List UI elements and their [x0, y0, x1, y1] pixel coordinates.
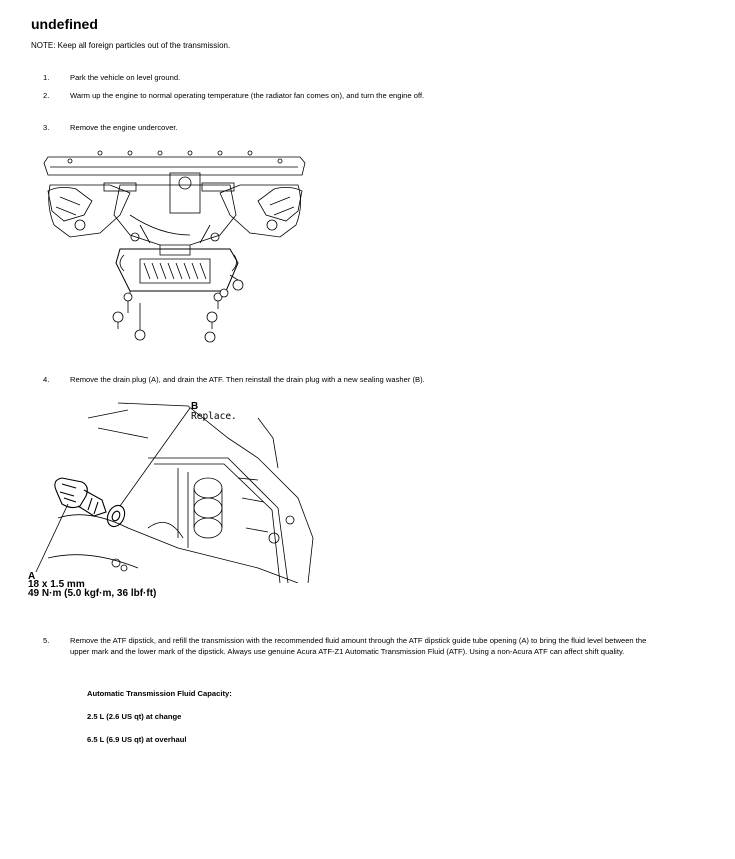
drain-plug-size: 18 x 1.5 mm	[28, 579, 85, 590]
step-text-line-2: upper mark and the lower mark of the dipstick. Always use genuine Acura ATF-Z1 Automatic Transmission Fluid (ATF). Using a non-Acura ATF can affect shift quality.	[70, 647, 625, 656]
step-4	[43, 374, 703, 386]
drain-plug-illustration	[28, 398, 318, 583]
step-text: Park the vehicle on level ground.	[70, 73, 181, 82]
capacity-heading: Automatic Transmission Fluid Capacity:	[87, 689, 232, 698]
step-number: 1.	[43, 73, 50, 82]
step-number: 3.	[43, 123, 50, 132]
capacity-change: 2.5 L (2.6 US qt) at change	[87, 712, 182, 721]
step-5	[43, 635, 718, 659]
label-a: A	[28, 571, 36, 582]
step-number: 2.	[43, 91, 50, 100]
step-3	[43, 122, 703, 134]
step-2	[43, 90, 703, 102]
step-1	[43, 72, 703, 84]
page-title: undefined	[31, 16, 98, 32]
step-number: 4.	[43, 375, 50, 384]
step-text-line-1: Remove the ATF dipstick, and refill the transmission with the recommended fluid amount through the ATF dipstick guide tube opening (A) to bring the fluid level between the	[70, 636, 647, 645]
label-b: B	[191, 401, 199, 412]
step-text: Warm up the engine to normal operating temperature (the radiator fan comes on), and turn the engine off.	[70, 91, 425, 100]
capacity-overhaul: 6.5 L (6.9 US qt) at overhaul	[87, 735, 187, 744]
step-number: 5.	[43, 636, 50, 645]
step-text: Remove the engine undercover.	[70, 123, 178, 132]
undercover-illustration	[40, 145, 310, 345]
replace-note: Replace.	[191, 411, 237, 422]
step-text: Remove the drain plug (A), and drain the ATF. Then reinstall the drain plug with a new sealing washer (B).	[70, 375, 425, 384]
note-text: NOTE: Keep all foreign particles out of the transmission.	[31, 41, 231, 50]
drain-plug-torque: 49 N·m (5.0 kgf·m, 36 lbf·ft)	[28, 588, 157, 599]
